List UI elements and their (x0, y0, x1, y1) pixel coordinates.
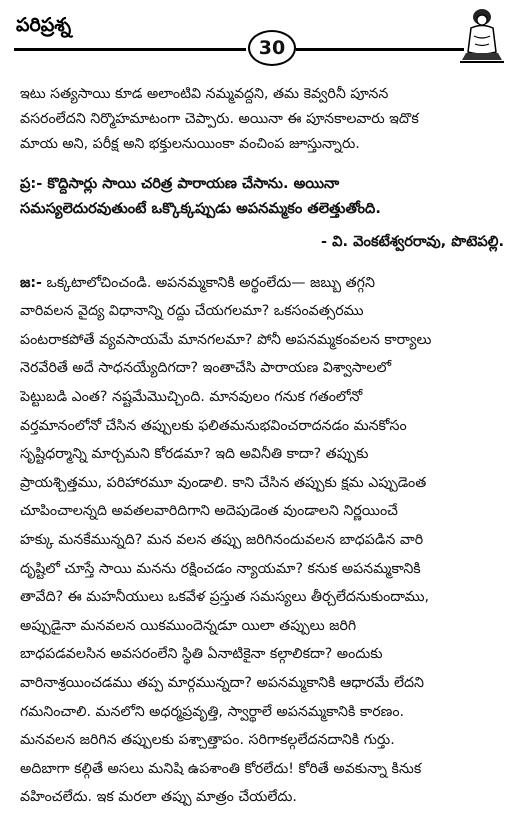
text-line (20, 269, 504, 298)
intro-paragraph (20, 82, 504, 157)
text-line: సృష్టిధర్మాన్ని మార్చమని కోరడమా? ఇది అవినీతి కాదా? తప్పుకు (20, 446, 369, 463)
text-line: మాయ అని, పరీక్ష అని భక్తులనుయింకా వంచింప జూస్తున్నారు. (20, 136, 360, 152)
text-line: మనవలన జరిగిన తప్పులకు పశ్చాత్తాపం. సరిగాకల్గలేదనదానికి గుర్తు. (20, 732, 395, 749)
text-line: వహించలేదు. ఇక మరలా తప్పు మాత్రం చేయలేదు. (20, 789, 297, 806)
text-line: గమనించాలి. మనలోని అధర్మప్రవృత్తి, స్వార్థాలే అపనమ్మకానికి కారణం. (20, 703, 405, 720)
text-line (20, 171, 504, 196)
text-line: పంటరాకపోతే వ్యవసాయమే మానగలమా? పోనీ అపనమ్మకంవలన కార్యాలు (20, 331, 432, 348)
text-line: అదిబాగా కల్గితే అసలు మనిషి ఉపశాంతి కోరలేదు! కోరితే అవకున్నా కినుక (20, 760, 422, 777)
text-line: ఇటు సత్యసాయి కూడ అలాంటివి నమ్మవద్దని, తమ కెవ్వరినీ పూనన (20, 86, 389, 102)
text-line: సమస్యలెదురవుతుంటే ఒక్కొక్కప్పుడు అపనమ్మకం తలెత్తుతోంది. (20, 200, 381, 217)
text-line: దృష్టిలో చూస్తే సాయి మనను రక్షించడం న్యాయమా? కనుక అపనమ్మకానికి (20, 560, 421, 577)
text-line: పెట్టుబడి ఎంత? నష్టమేమొచ్చింది. మానవులం గనుక గతంలోనో (20, 388, 363, 405)
text-line: వారినాశ్రయించడము తప్ప మార్గమున్నదా? అపనమ్మకానికి ఆధారమే లేదని (20, 674, 424, 691)
text-line: ప్రాయశ్చిత్తము, పరిహారమూ వుండాలి. కాని చేసిన తప్పుకు క్షమ ఎప్పుడెంత (20, 474, 427, 491)
header-rule-right (296, 48, 464, 51)
page-content (20, 82, 504, 812)
text-line: వసరంలేదని నిర్మొహమాటంగా చెప్పారు. అయినా ఈ పూనకాలవారు ఇదొక (20, 111, 419, 127)
question-paragraph (20, 171, 504, 221)
answer-line: ఒక్కటాలోచించండి. అపనమ్మకానికి అర్థంలేదు— జబ్బు తగ్గని (46, 274, 375, 291)
text-line: బాధపడవలసిన అవసరంలేని స్థితి ఏనాటికైనా కల్గాలికదా? అందుకు (20, 646, 383, 663)
text-line: నెరవేరితే అదే సాధనయ్యేదిగదా? ఇంతాచేసి పారాయణ విశ్వాసాలలో (20, 360, 392, 377)
text-line: వర్తమానంలోనో చేసిన తప్పులకు ఫలితమనుభవించరాదనడం మనకోసం (20, 417, 407, 434)
answer-paragraph (20, 269, 504, 812)
question-label: ప్ర:- (20, 175, 43, 192)
text-line: వారివలన వైద్య విధానాన్ని రద్దు చేయగలమా? ఒకసంవత్సరము (20, 303, 364, 320)
text-line: అప్పుడైనా మనవలన యికముందెన్నడూ యిలా తప్పులు జరిగి (20, 617, 357, 634)
page-number: 30 (248, 30, 296, 66)
question-line: కొద్దిసార్లు సాయి చరిత్ర పారాయణ చేసాను. అయినా (47, 175, 340, 192)
answer-label: జ:- (20, 274, 42, 291)
sai-baba-figure-icon (458, 6, 506, 64)
header-rule-left (14, 48, 246, 51)
text-line: చూపించాలన్నది అవతలవారిదిగాని అదెపుడెంత వుండాలని నిర్ణయించే (20, 503, 398, 520)
section-title: పరిప్రశ్న (16, 14, 72, 36)
signature: - వి. వెంకటేశ్వరరావు, పొటెపల్లి. (321, 233, 504, 250)
text-line: హక్కు మనకేమున్నది? మన వలన తప్పు జరిగినందువలన బాధపడిన వారి (20, 531, 424, 548)
text-line: తావేది? ఈ మహనీయులు ఒకవేళ ప్రస్తుత సమస్యలు తీర్చలేదనుకుందాము, (20, 589, 430, 606)
page-header (0, 0, 520, 70)
